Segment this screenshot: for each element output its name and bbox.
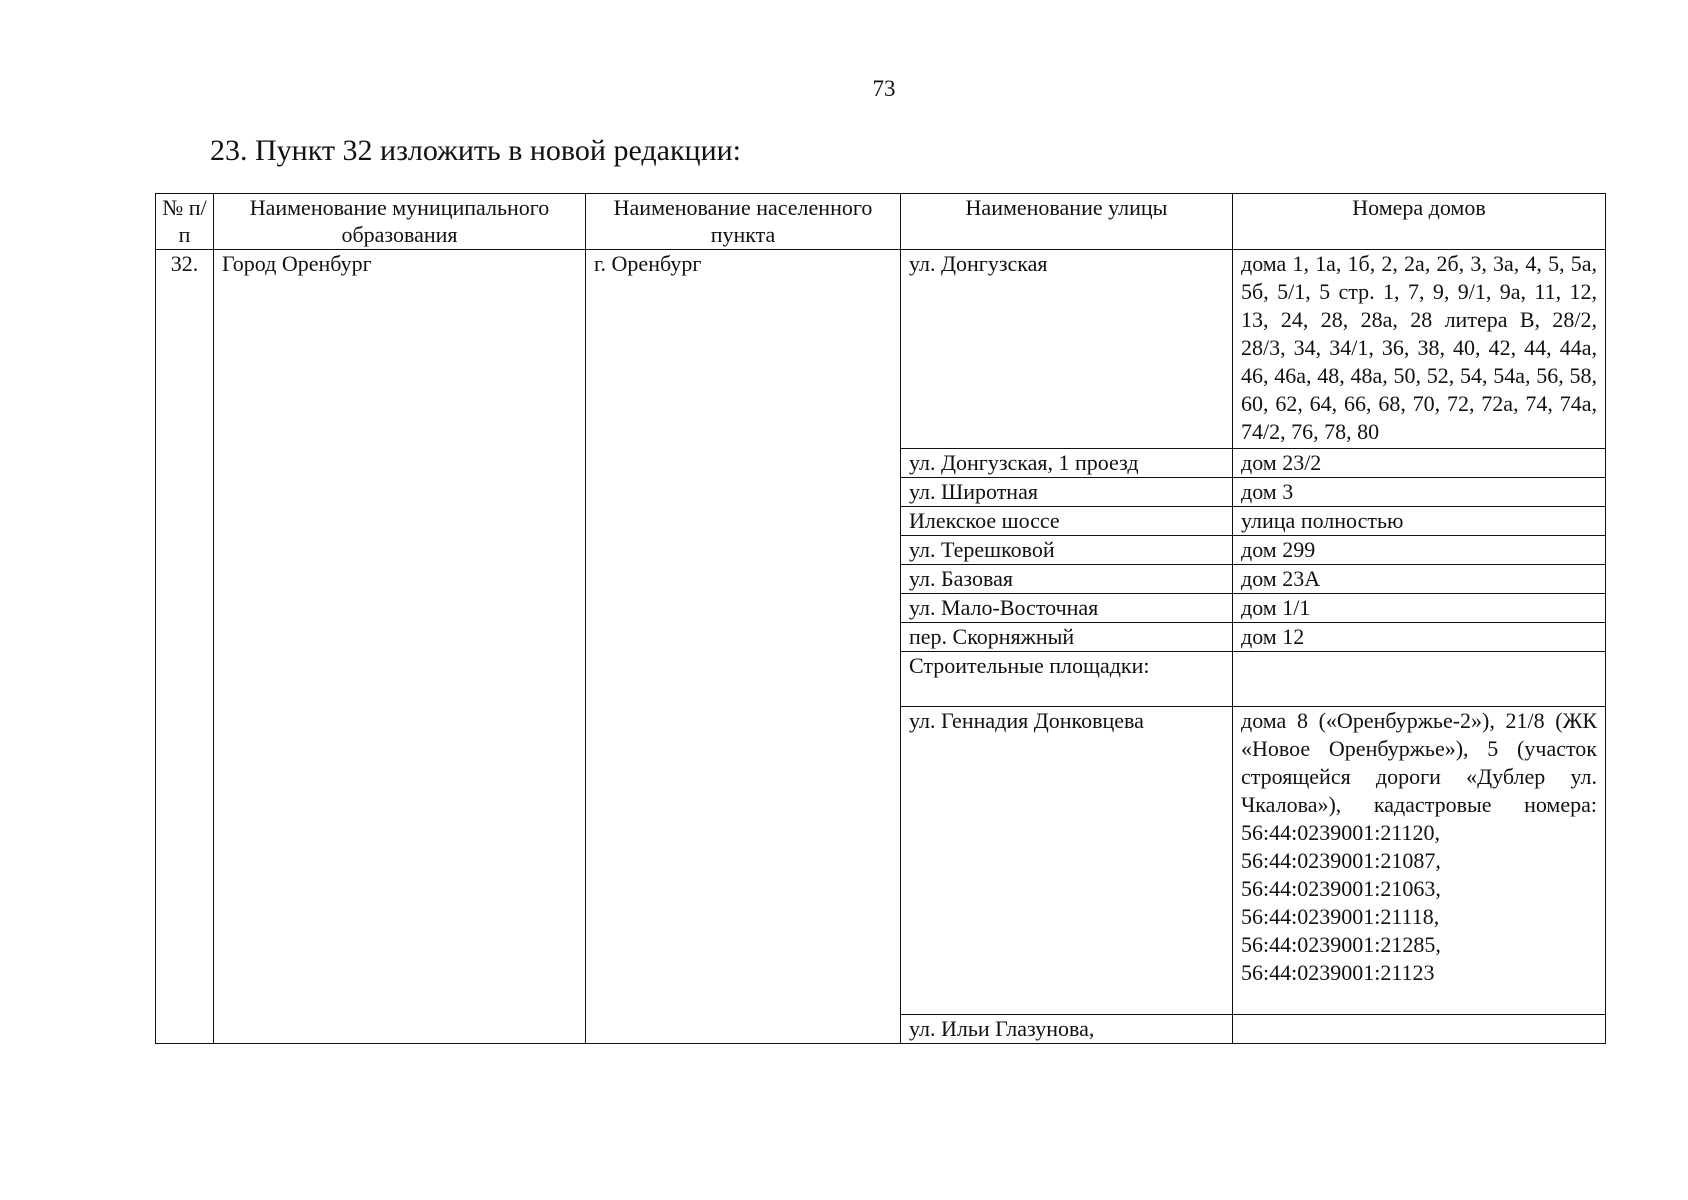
- street-name: ул. Ильи Глазунова,: [901, 1015, 1233, 1044]
- entry-num: 32.: [156, 250, 214, 1044]
- house-numbers: дома 8 («Оренбуржье-2»), 21/8 (ЖК «Новое Оренбуржье»), 5 (участок строящейся дороги «Дублер ул. Чкалова»), кадастровые номера: 56:44:0239001:21120, 56:44:0239001:21087, 56:44:0239001:21063, 56:44:0239001:21118, 56:44:0239001:21285, 56:44:0239001:21123: [1233, 707, 1606, 1015]
- house-numbers: дом 1/1: [1233, 594, 1606, 623]
- street-name: Илекское шоссе: [901, 507, 1233, 536]
- house-numbers: дом 23/2: [1233, 449, 1606, 478]
- section-heading: 23. Пункт 32 изложить в новой редакции:: [210, 134, 742, 167]
- entry-municipality: Город Оренбург: [214, 250, 586, 1044]
- street-name: ул. Мало-Восточная: [901, 594, 1233, 623]
- table-row: [156, 250, 1606, 449]
- house-numbers: дом 23А: [1233, 565, 1606, 594]
- street-name: ул. Терешковой: [901, 536, 1233, 565]
- house-numbers: дом 299: [1233, 536, 1606, 565]
- header-settlement: Наименование населенного пункта: [586, 194, 901, 250]
- house-numbers: улица полностью: [1233, 507, 1606, 536]
- street-name: ул. Геннадия Донковцева: [901, 707, 1233, 1015]
- header-municipality: Наименование муниципального образования: [214, 194, 586, 250]
- entry-settlement: г. Оренбург: [586, 250, 901, 1044]
- house-numbers: дом 12: [1233, 623, 1606, 652]
- house-numbers: [1233, 1015, 1606, 1044]
- street-name: Строительные площадки:: [901, 652, 1233, 707]
- header-num: № п/п: [156, 194, 214, 250]
- header-street: Наименование улицы: [901, 194, 1233, 250]
- header-houses: Номера домов: [1233, 194, 1606, 250]
- street-name: пер. Скорняжный: [901, 623, 1233, 652]
- street-name: ул. Донгузская: [901, 250, 1233, 449]
- street-name: ул. Широтная: [901, 478, 1233, 507]
- house-numbers: дом 3: [1233, 478, 1606, 507]
- address-table: [155, 193, 1606, 1044]
- street-name: ул. Базовая: [901, 565, 1233, 594]
- house-numbers: дома 1, 1а, 1б, 2, 2а, 2б, 3, 3а, 4, 5, 5а, 5б, 5/1, 5 стр. 1, 7, 9, 9/1, 9а, 11, 12, 13, 24, 28, 28а, 28 литера В, 28/2, 28/3, 34, 34/1, 36, 38, 40, 42, 44, 44а, 46, 46а, 48, 48а, 50, 52, 54, 54а, 56, 58, 60, 62, 64, 66, 68, 70, 72, 72а, 74, 74а, 74/2, 76, 78, 80: [1233, 250, 1606, 449]
- page-number: 73: [872, 76, 896, 101]
- table-header-row: [156, 194, 1606, 250]
- house-numbers: [1233, 652, 1606, 707]
- street-name: ул. Донгузская, 1 проезд: [901, 449, 1233, 478]
